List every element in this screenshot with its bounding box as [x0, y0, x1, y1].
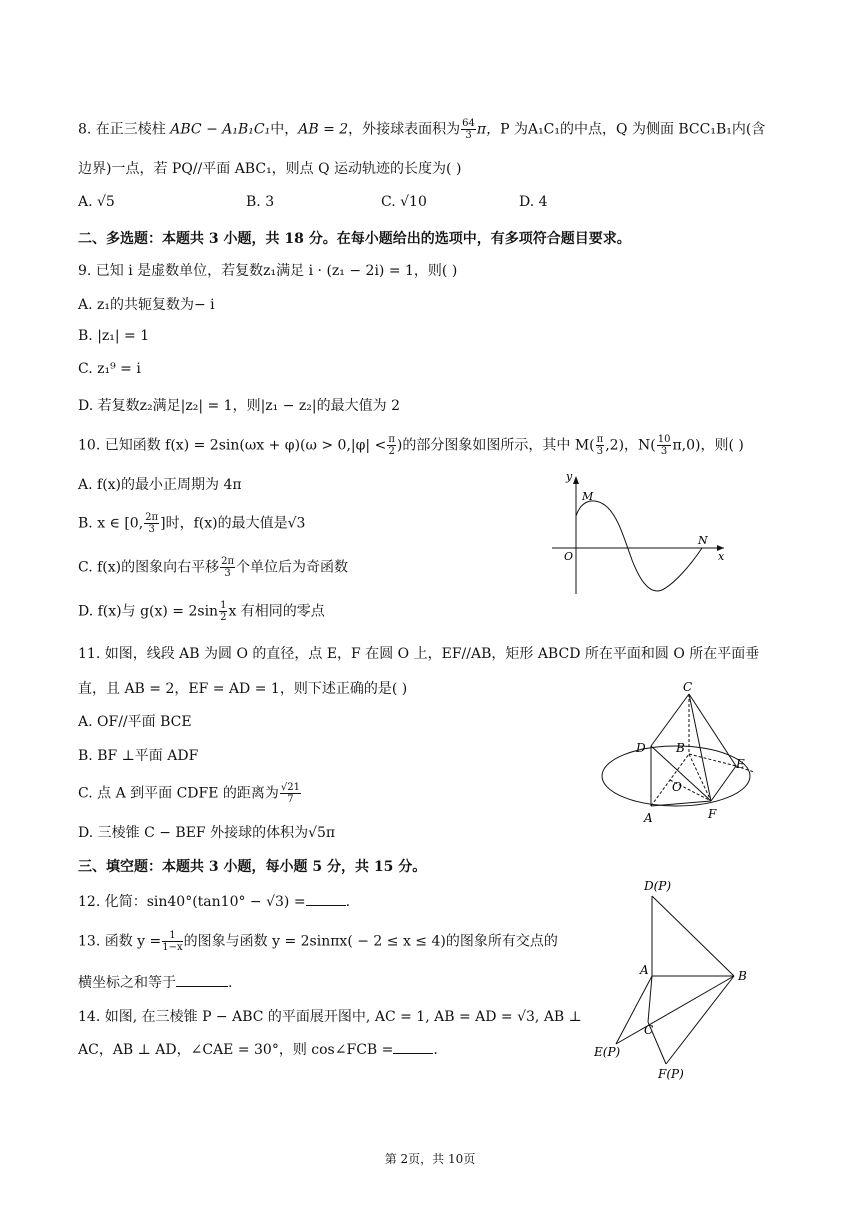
- q8-option-d: D. 4: [519, 194, 548, 210]
- y-axis-label: y: [566, 470, 573, 483]
- q8-option-c: C. √10: [381, 194, 427, 210]
- pyramid-net-figure: [592, 876, 762, 1086]
- q12-text: 12. 化简：sin40°(tan10° − √3) = .: [78, 894, 351, 910]
- label-b: B: [738, 969, 747, 983]
- point-n-label: N: [698, 534, 708, 547]
- q11-line1: 11. 如图，线段 AB 为圆 O 的直径，点 E，F 在圆 O 上，EF//AB，矩形 ABCD 所在平面和圆 O 所在平面垂: [78, 646, 760, 662]
- q10-option-c: C. f(x)的图象向右平移 $\frac{2\pi}{3}$ 个单位后为奇函数: [78, 556, 349, 579]
- y-axis-arrow-icon: [573, 476, 579, 484]
- page-footer: 第 2页，共 10页: [384, 1152, 476, 1166]
- q8-option-a: A. √5: [78, 194, 115, 210]
- circle-o: [602, 746, 750, 806]
- q13-line1: 13. 函数 y = $\frac{1}{1-x}$ 的图象与函数 y = 2sinπx( − 2 ≤ x ≤ 4)的图象所有交点的: [78, 930, 558, 953]
- label-d: D: [636, 741, 646, 755]
- q11-option-d: D. 三棱锥 C − BEF 外接球的体积为√5π: [78, 825, 336, 841]
- q12-answer-blank[interactable]: [306, 893, 346, 906]
- q10-option-a: A. f(x)的最小正周期为 4π: [78, 477, 242, 493]
- label-d-p: D(P): [644, 879, 672, 893]
- q9-stem: 9. 已知 i 是虚数单位，若复数z₁满足 i · (z₁ − 2i) = 1，则( ): [78, 263, 458, 279]
- q9-option-a: A. z₁的共轭复数为− i: [78, 297, 215, 313]
- label-a: A: [640, 963, 649, 977]
- sine-graph-figure: [548, 468, 738, 598]
- section-3-heading: 三、填空题：本题共 3 小题，每小题 5 分，共 15 分。: [78, 859, 427, 875]
- q13-line2: 横坐标之和等于 .: [78, 975, 233, 991]
- origin-label: O: [564, 550, 574, 563]
- q10-option-b: B. x ∈ [0, $\frac{2\pi}{3}$ ]时，f(x)的最大值是√3: [78, 512, 306, 535]
- label-a: A: [644, 811, 653, 825]
- q14-answer-blank[interactable]: [393, 1041, 433, 1054]
- label-e: E: [736, 757, 745, 771]
- q14-line1: 14. 如图, 在三棱锥 P − ABC 的平面展开图中, AC = 1, AB = AD = √3, AB ⊥: [78, 1009, 582, 1025]
- q9-option-c: C. z₁⁹ = i: [78, 361, 141, 377]
- q14-line2: AC，AB ⊥ AD，∠CAE = 30°，则 cos∠FCB = .: [78, 1042, 438, 1058]
- circle-rectangle-figure: [596, 680, 766, 825]
- q11-option-a: A. OF//平面 BCE: [78, 714, 192, 730]
- label-f-p: F(P): [658, 1067, 684, 1081]
- label-c: C: [683, 680, 693, 694]
- area-fraction: $\frac{64}{3}$: [462, 118, 475, 141]
- q9-option-b: B. |z₁| = 1: [78, 328, 150, 344]
- label-b: B: [676, 741, 685, 755]
- label-f: F: [708, 807, 717, 821]
- q11-option-c: C. 点 A 到平面 CDFE 的距离为 $\frac{√21}{7}$: [78, 782, 301, 805]
- q8-line1: 8. 在正三棱柱 ABC − A₁B₁C₁中，AB = 2，外接球表面积为 $\frac{64}{3}$ π，P 为A₁C₁的中点，Q 为侧面 BCC₁B₁内(含: [78, 118, 766, 141]
- section-2-heading: 二、多选题：本题共 3 小题，共 18 分。在每小题给出的选项中，有多项符合题目要求。: [78, 231, 631, 247]
- prism-name: ABC − A₁B₁C₁: [170, 121, 271, 138]
- q9-option-d: D. 若复数z₂满足|z₂| = 1，则|z₁ − z₂|的最大值为 2: [78, 398, 400, 414]
- label-e-p: E(P): [594, 1045, 621, 1059]
- x-axis-label: x: [718, 550, 725, 563]
- q8-line2: 边界)一点，若 PQ//平面 ABC₁，则点 Q 运动轨迹的长度为( ): [78, 161, 462, 177]
- q13-answer-blank[interactable]: [176, 974, 228, 987]
- point-m-label: M: [582, 490, 594, 503]
- q10-stem: 10. 已知函数 f(x) = 2sin(ωx + φ)(ω > 0,|φ| < $\frac{\pi}{2}$ )的部分图象如图所示，其中 M( $\frac{\pi}{3}$ ,2)，N( $\frac{10}{3}$ π,0)，则( ): [78, 434, 744, 457]
- sine-curve: [576, 501, 702, 591]
- q10-option-d: D. f(x)与 g(x) = 2sin $\frac{1}{2}$ x 有相同的零点: [78, 600, 325, 623]
- q11-option-b: B. BF ⊥平面 ADF: [78, 748, 199, 764]
- label-c: C: [644, 1023, 654, 1037]
- q11-line2: 直，且 AB = 2，EF = AD = 1，则下述正确的是( ): [78, 681, 408, 697]
- q8-option-b: B. 3: [246, 194, 275, 210]
- label-o: O: [672, 780, 682, 794]
